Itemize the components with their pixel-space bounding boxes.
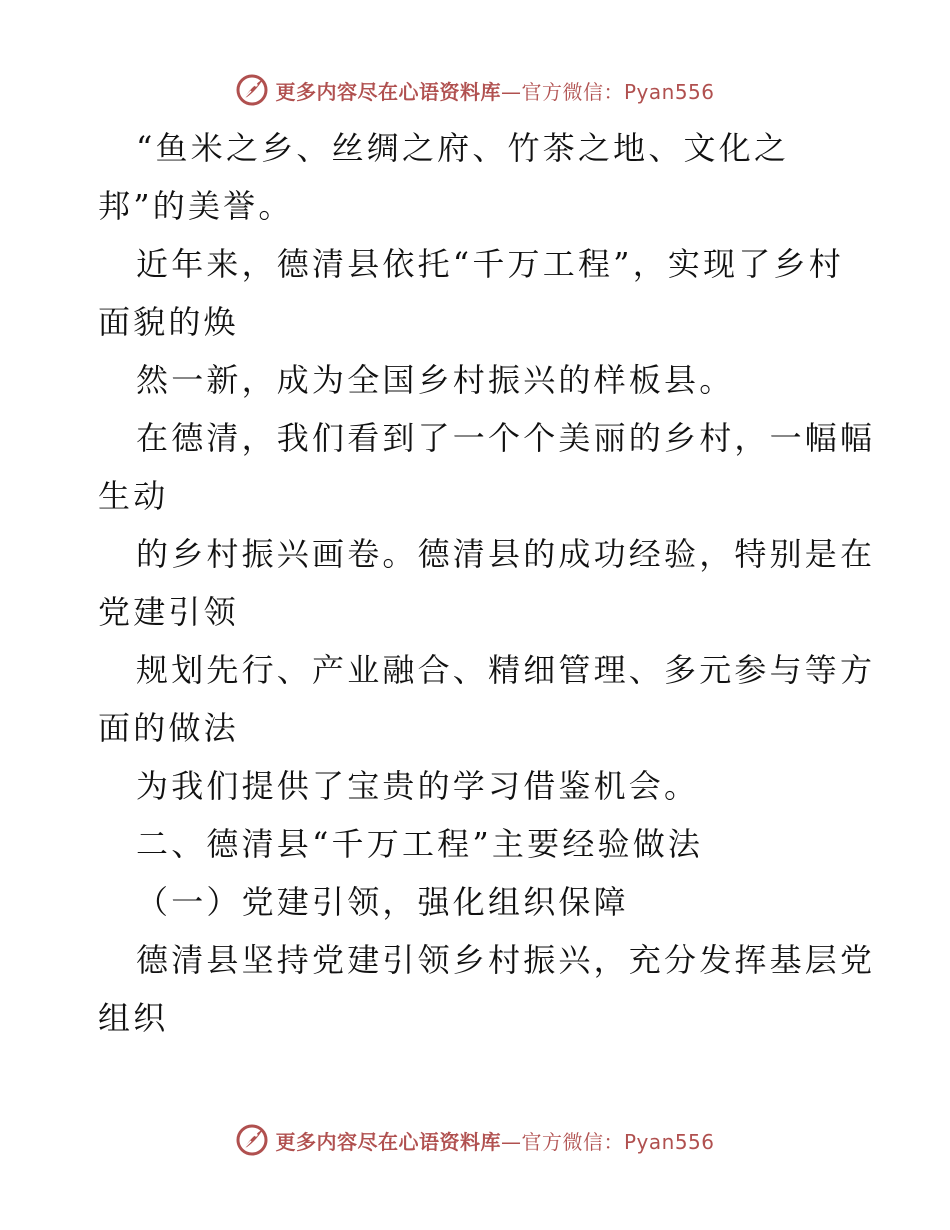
text-line: 面貌的焕 [98,303,239,341]
text-line: 规划先行、产业融合、精细管理、多元参与等方 [136,651,876,689]
text-line: 近年来，德清县依托“千万工程”，实现了乡村 [136,245,844,283]
text-line: 在德清，我们看到了一个个美丽的乡村，一幅幅 [136,419,876,457]
watermark-text [275,76,714,105]
text-line: 党建引领 [98,593,239,631]
text-line: 的乡村振兴画卷。德清县的成功经验，特别是在 [136,535,876,573]
text-line: 面的做法 [98,709,239,747]
watermark-wechat-id: Pyan556 [623,1129,715,1154]
watermark-separator: — [500,79,522,104]
text-line: 为我们提供了宝贵的学习借鉴机会。 [136,767,700,805]
text-line: 生动 [98,477,169,515]
header-watermark [0,72,950,108]
section-heading: 二、德清县“千万工程”主要经验做法 [136,825,704,863]
quill-logo-icon [235,1123,269,1157]
watermark-text [275,1126,714,1155]
quill-logo-icon [235,73,269,107]
text-line: 组织 [98,999,169,1037]
watermark-site-text: 更多内容尽在心语资料库 [275,1129,501,1154]
subsection-heading: （一）党建引领，强化组织保障 [136,883,629,921]
watermark-wechat-label: 官方微信： [521,1129,624,1154]
text-line: 邦”的美誉。 [98,187,294,225]
watermark-site-text: 更多内容尽在心语资料库 [275,79,501,104]
text-line: 德清县坚持党建引领乡村振兴，充分发挥基层党 [136,941,876,979]
watermark-wechat-label: 官方微信： [521,79,624,104]
watermark-wechat-id: Pyan556 [623,79,715,104]
text-line: “鱼米之乡、丝绸之府、竹茶之地、文化之 [136,129,790,167]
text-line: 然一新，成为全国乡村振兴的样板县。 [136,361,735,399]
watermark-separator: — [500,1129,522,1154]
footer-watermark [0,1122,950,1158]
